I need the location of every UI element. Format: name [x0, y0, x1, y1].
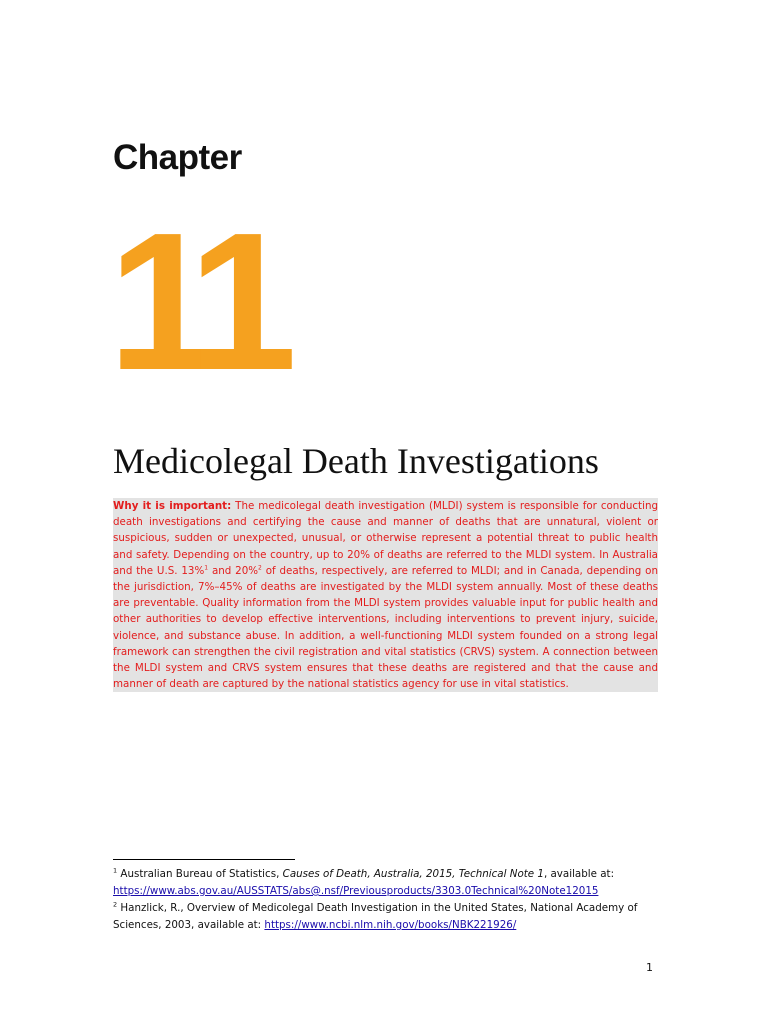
chapter-number: 11 — [108, 192, 280, 411]
footnote-ref-1[interactable]: 1 — [204, 564, 209, 572]
page-number: 1 — [646, 961, 653, 974]
footnote-text: , available at: — [543, 868, 615, 880]
footnote-title: Causes of Death, Australia, 2015, Technical Note 1 — [282, 868, 544, 880]
chapter-title: Medicolegal Death Investigations — [113, 441, 599, 481]
footnote-marker: 2 — [113, 900, 118, 909]
footnote-link[interactable]: https://www.ncbi.nlm.nih.gov/books/NBK221926/ — [264, 919, 517, 931]
paragraph-text-2: and 20% — [208, 564, 259, 577]
footnote-ref-2[interactable]: 2 — [258, 564, 262, 572]
footnote-separator — [113, 859, 295, 860]
paragraph-lead: Why it is important: — [113, 500, 232, 512]
footnote-text: Hanzlick, R., Overview of Medicolegal Death Investigation in the United States, National Academy of Sciences, 2003, available at: — [113, 902, 638, 931]
footnote-2 — [113, 900, 658, 934]
footnote-1 — [113, 866, 658, 900]
footnote-link[interactable]: https://www.abs.gov.au/AUSSTATS/abs@.nsf/Previousproducts/3303.0Technical%20Note12015 — [113, 885, 599, 897]
footnotes — [113, 866, 658, 934]
paragraph-text-3: of deaths, respectively, are referred to MLDI; and in Canada, depending on the jurisdiction, 7%–45% of deaths are investigated by the MLDI system annually. Most of these deaths are preventable. Quality information from the MLDI system provides valuable input for public health and other authorities to develop effective interventions, including interventions to prevent injury, suicide, violence, and substance abuse. In addition, a well-functioning MLDI system founded on a strong legal framework can strengthen the civil registration and vital statistics (CRVS) system. A connection between the MLDI system and CRVS system ensures that these deaths are registered and that the cause and manner of death are captured by the national statistics agency for use in vital statistics. — [113, 564, 659, 691]
footnote-marker: 1 — [113, 866, 118, 875]
chapter-label: Chapter — [113, 138, 242, 177]
why-important-paragraph — [113, 498, 658, 692]
footnote-text: Australian Bureau of Statistics, — [117, 868, 283, 880]
paragraph-text-1: The medicolegal death investigation (MLDI) system is responsible for conducting death investigations and certifying the cause and manner of deaths that are unnatural, violent or suspicious, sudden or unexpected, unusual, or otherwise represent a potential threat to public health and safety. Depending on the country, up to 20% of deaths are referred to the MLDI system. In Australia and the U.S. 13% — [113, 500, 659, 577]
